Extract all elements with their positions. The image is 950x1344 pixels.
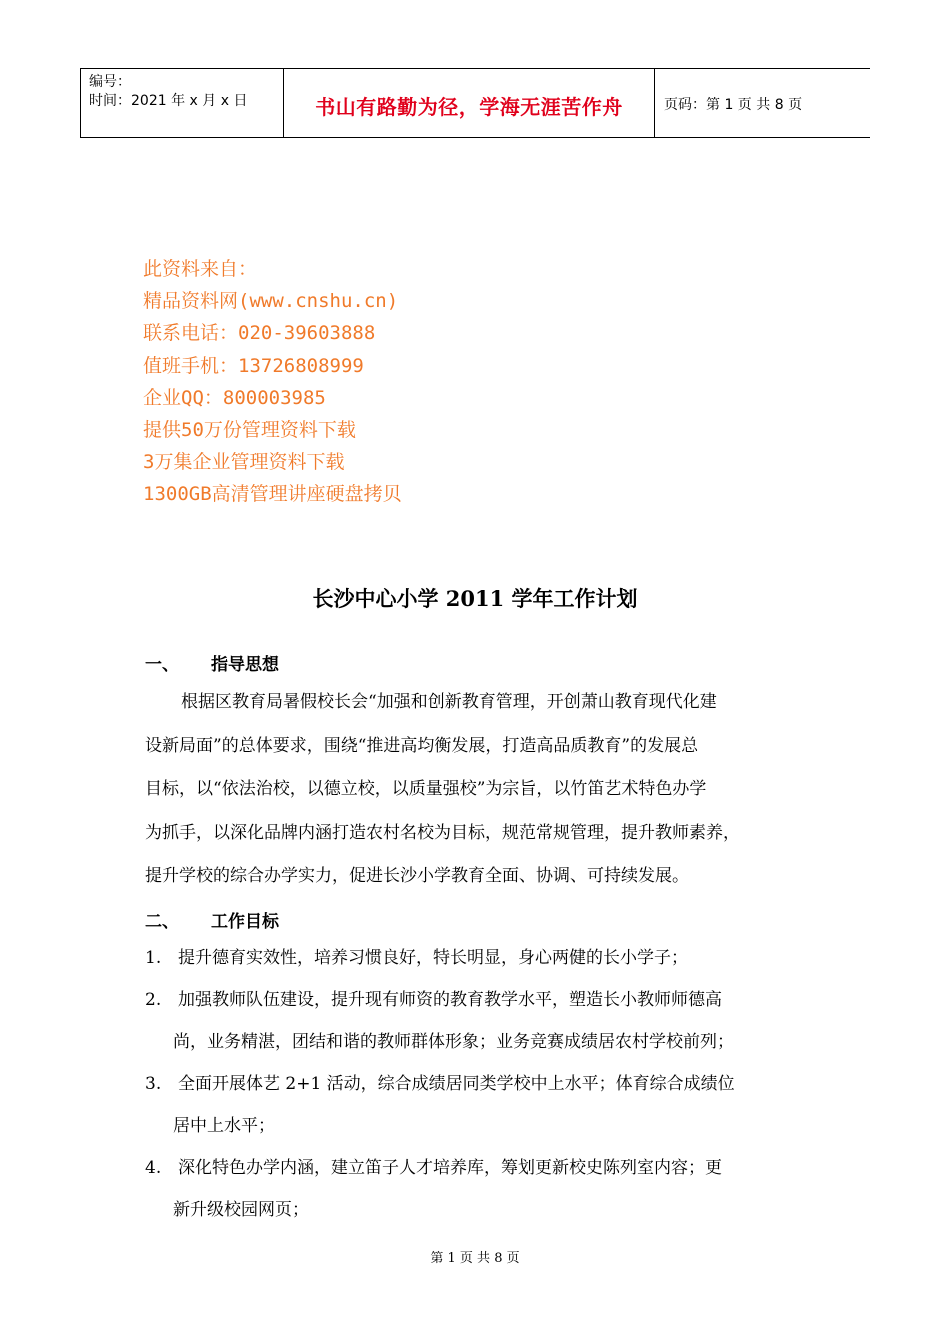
header-number-label: 编号： — [89, 74, 131, 90]
goal-item — [145, 1147, 825, 1231]
source-line: 3万集企业管理资料下载 — [143, 451, 345, 474]
source-line: 联系电话：020-39603888 — [143, 322, 376, 345]
section-number: 二、 — [145, 912, 179, 932]
section-title: 工作目标 — [211, 912, 279, 932]
goal-text: 提升德育实效性，培养习惯良好，特长明显，身心两健的长小学子； — [178, 948, 688, 968]
source-line: 1300GB高清管理讲座硬盘拷贝 — [143, 483, 402, 506]
header-time-label: 时间：2021 年 x 月 x 日 — [89, 93, 248, 109]
paragraph-line: 为抓手，以深化品牌内涵打造农村名校为目标，规范常规管理，提升教师素养， — [145, 822, 740, 843]
paragraph-line: 根据区教育局暑假校长会“加强和创新教育管理，开创萧山教育现代化建 — [181, 692, 717, 712]
document-header — [80, 68, 870, 138]
goal-text: 加强教师队伍建设，提升现有师资的教育教学水平，塑造长小教师师德高 — [178, 990, 722, 1010]
goal-item — [145, 1063, 825, 1147]
header-meta — [89, 73, 247, 111]
goal-text: 深化特色办学内涵，建立笛子人才培养库，筹划更新校史陈列室内容；更 — [178, 1158, 722, 1178]
source-line: 此资料来自： — [143, 258, 258, 280]
header-divider — [654, 69, 655, 137]
goal-number: 3. — [145, 1074, 162, 1094]
goal-text: 新升级校园网页； — [173, 1200, 309, 1220]
document-title: 长沙中心小学 2011 学年工作计划 — [312, 586, 638, 611]
header-divider — [80, 69, 81, 137]
goal-item — [145, 937, 825, 979]
section-title: 指导思想 — [211, 655, 279, 675]
goal-text: 居中上水平； — [173, 1116, 275, 1136]
goal-number: 4. — [145, 1158, 162, 1178]
paragraph-line: 提升学校的综合办学实力，促进长沙小学教育全面、协调、可持续发展。 — [145, 866, 689, 886]
goal-text: 全面开展体艺 2+1 活动，综合成绩居同类学校中上水平；体育综合成绩位 — [178, 1074, 735, 1094]
goal-item — [145, 979, 825, 1063]
section-heading-goals — [145, 907, 279, 932]
header-page-label: 页码：第 1 页 共 8 页 — [664, 97, 803, 113]
section-heading-guiding — [145, 650, 279, 675]
paragraph-line: 设新局面”的总体要求，围绕“推进高均衡发展，打造高品质教育”的发展总 — [145, 735, 699, 756]
goal-number: 1. — [145, 948, 162, 968]
source-line: 提供50万份管理资料下载 — [143, 419, 356, 442]
source-line: 企业QQ：800003985 — [143, 386, 326, 409]
goal-text: 尚，业务精湛，团结和谐的教师群体形象；业务竞赛成绩居农村学校前列； — [173, 1032, 734, 1052]
source-info-block — [143, 253, 402, 511]
source-line: 精品资料网(www.cnshu.cn) — [143, 290, 399, 313]
paragraph-line: 目标，以“依法治校，以德立校，以质量强校”为宗旨，以竹笛艺术特色办学 — [145, 779, 707, 799]
header-motto: 书山有路勤为径，学海无涯苦作舟 — [315, 95, 623, 119]
guiding-paragraph — [145, 681, 825, 899]
section-number: 一、 — [145, 655, 179, 675]
page-footer: 第 1 页 共 8 页 — [430, 1251, 520, 1266]
goal-number: 2. — [145, 990, 162, 1010]
source-line: 值班手机：13726808999 — [143, 354, 364, 377]
